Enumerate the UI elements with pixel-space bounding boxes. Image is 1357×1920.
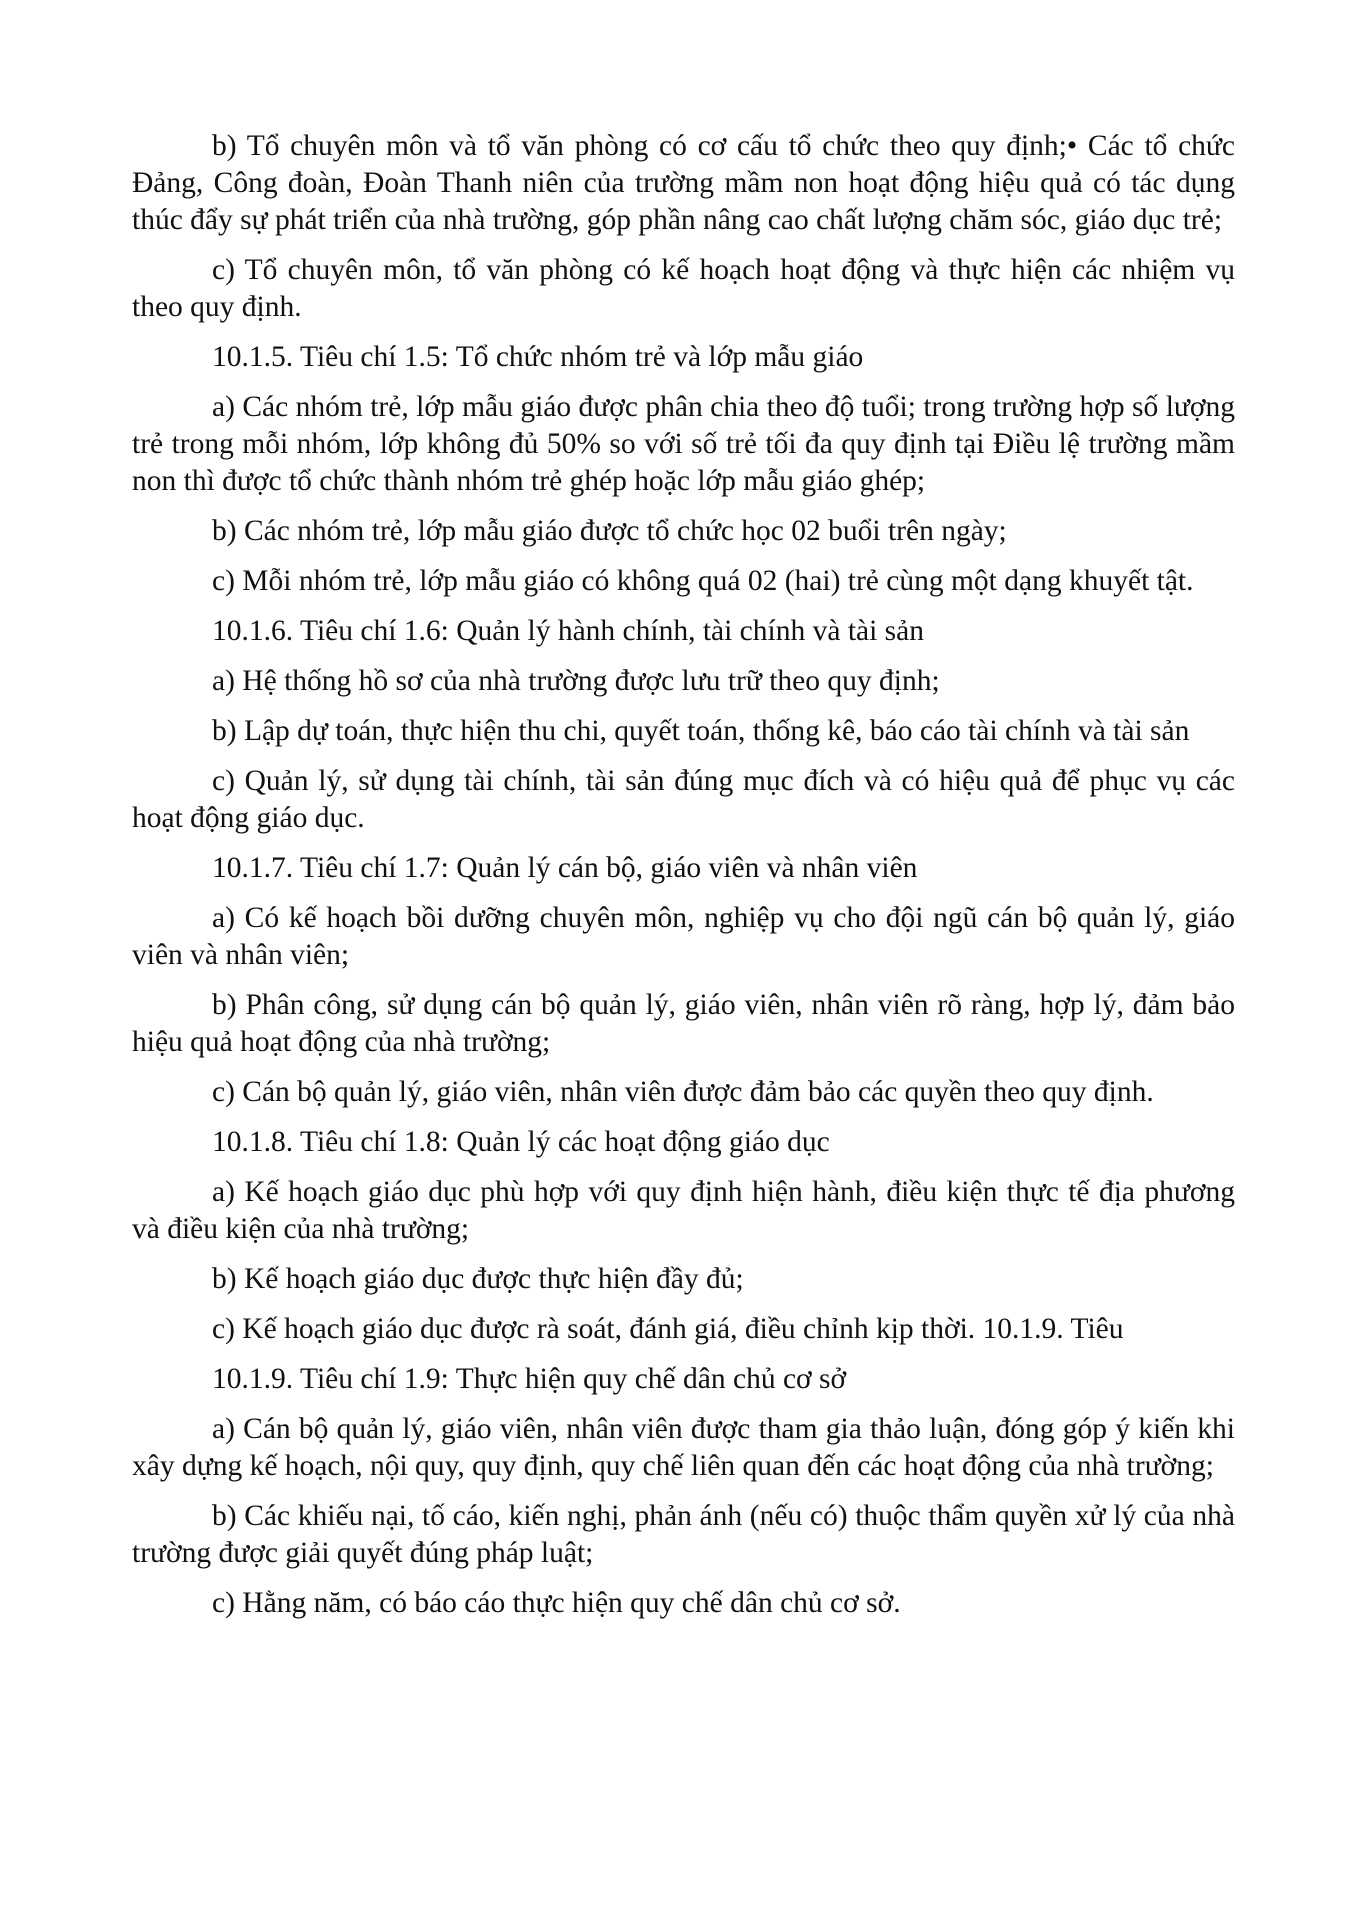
- criterion-heading: 10.1.9. Tiêu chí 1.9: Thực hiện quy chế dân chủ cơ sở: [212, 1363, 847, 1395]
- criterion-item: c) Mỗi nhóm trẻ, lớp mẫu giáo có không quá 02 (hai) trẻ cùng một dạng khuyết tật.: [212, 565, 1194, 597]
- criterion-item: b) Các khiếu nại, tố cáo, kiến nghị, phản ánh (nếu có) thuộc thẩm quyền xử lý của nhà trường được giải quyết đúng pháp luật;: [132, 1500, 1235, 1569]
- criterion-item: c) Cán bộ quản lý, giáo viên, nhân viên được đảm bảo các quyền theo quy định.: [212, 1076, 1154, 1108]
- criterion-item: b) Kế hoạch giáo dục được thực hiện đầy đủ;: [212, 1263, 744, 1295]
- criterion-heading: 10.1.5. Tiêu chí 1.5: Tổ chức nhóm trẻ và lớp mẫu giáo: [212, 341, 864, 373]
- criterion-heading: 10.1.7. Tiêu chí 1.7: Quản lý cán bộ, giáo viên và nhân viên: [212, 852, 918, 884]
- criterion-item: c) Quản lý, sử dụng tài chính, tài sản đúng mục đích và có hiệu quả để phục vụ các hoạt động giáo dục.: [132, 765, 1235, 834]
- criterion-item: c) Tổ chuyên môn, tổ văn phòng có kế hoạch hoạt động và thực hiện các nhiệm vụ theo quy định.: [132, 254, 1235, 323]
- criterion-heading: 10.1.8. Tiêu chí 1.8: Quản lý các hoạt động giáo dục: [212, 1126, 830, 1158]
- criterion-item: b) Lập dự toán, thực hiện thu chi, quyết toán, thống kê, báo cáo tài chính và tài sản: [212, 715, 1190, 747]
- criterion-item: b) Phân công, sử dụng cán bộ quản lý, giáo viên, nhân viên rõ ràng, hợp lý, đảm bảo hiệu quả hoạt động của nhà trường;: [132, 989, 1235, 1058]
- criterion-heading: 10.1.6. Tiêu chí 1.6: Quản lý hành chính, tài chính và tài sản: [212, 615, 925, 647]
- criterion-item: a) Các nhóm trẻ, lớp mẫu giáo được phân chia theo độ tuổi; trong trường hợp số lượng trẻ trong mỗi nhóm, lớp không đủ 50% so với số trẻ tối đa quy định tại Điều lệ trường mầm non thì được tổ chức thành nhóm trẻ ghép hoặc lớp mẫu giáo ghép;: [132, 391, 1235, 497]
- criterion-item: a) Kế hoạch giáo dục phù hợp với quy định hiện hành, điều kiện thực tế địa phương và điều kiện của nhà trường;: [132, 1176, 1235, 1245]
- document-page: [132, 128, 1235, 1635]
- criterion-item: a) Cán bộ quản lý, giáo viên, nhân viên được tham gia thảo luận, đóng góp ý kiến khi xây dựng kế hoạch, nội quy, quy định, quy chế liên quan đến các hoạt động của nhà trường;: [132, 1413, 1235, 1482]
- criterion-item: a) Có kế hoạch bồi dưỡng chuyên môn, nghiệp vụ cho đội ngũ cán bộ quản lý, giáo viên và nhân viên;: [132, 902, 1235, 971]
- criterion-item: c) Hằng năm, có báo cáo thực hiện quy chế dân chủ cơ sở.: [212, 1587, 901, 1619]
- criterion-item: b) Các nhóm trẻ, lớp mẫu giáo được tổ chức học 02 buổi trên ngày;: [212, 515, 1007, 547]
- criterion-item: b) Tổ chuyên môn và tổ văn phòng có cơ cấu tổ chức theo quy định;• Các tổ chức Đảng, Công đoàn, Đoàn Thanh niên của trường mầm non hoạt động hiệu quả có tác dụng thúc đẩy sự phát triển của nhà trường, góp phần nâng cao chất lượng chăm sóc, giáo dục trẻ;: [132, 130, 1235, 236]
- criterion-item: a) Hệ thống hồ sơ của nhà trường được lưu trữ theo quy định;: [212, 665, 940, 697]
- criterion-item: c) Kế hoạch giáo dục được rà soát, đánh giá, điều chỉnh kịp thời. 10.1.9. Tiêu: [212, 1313, 1124, 1345]
